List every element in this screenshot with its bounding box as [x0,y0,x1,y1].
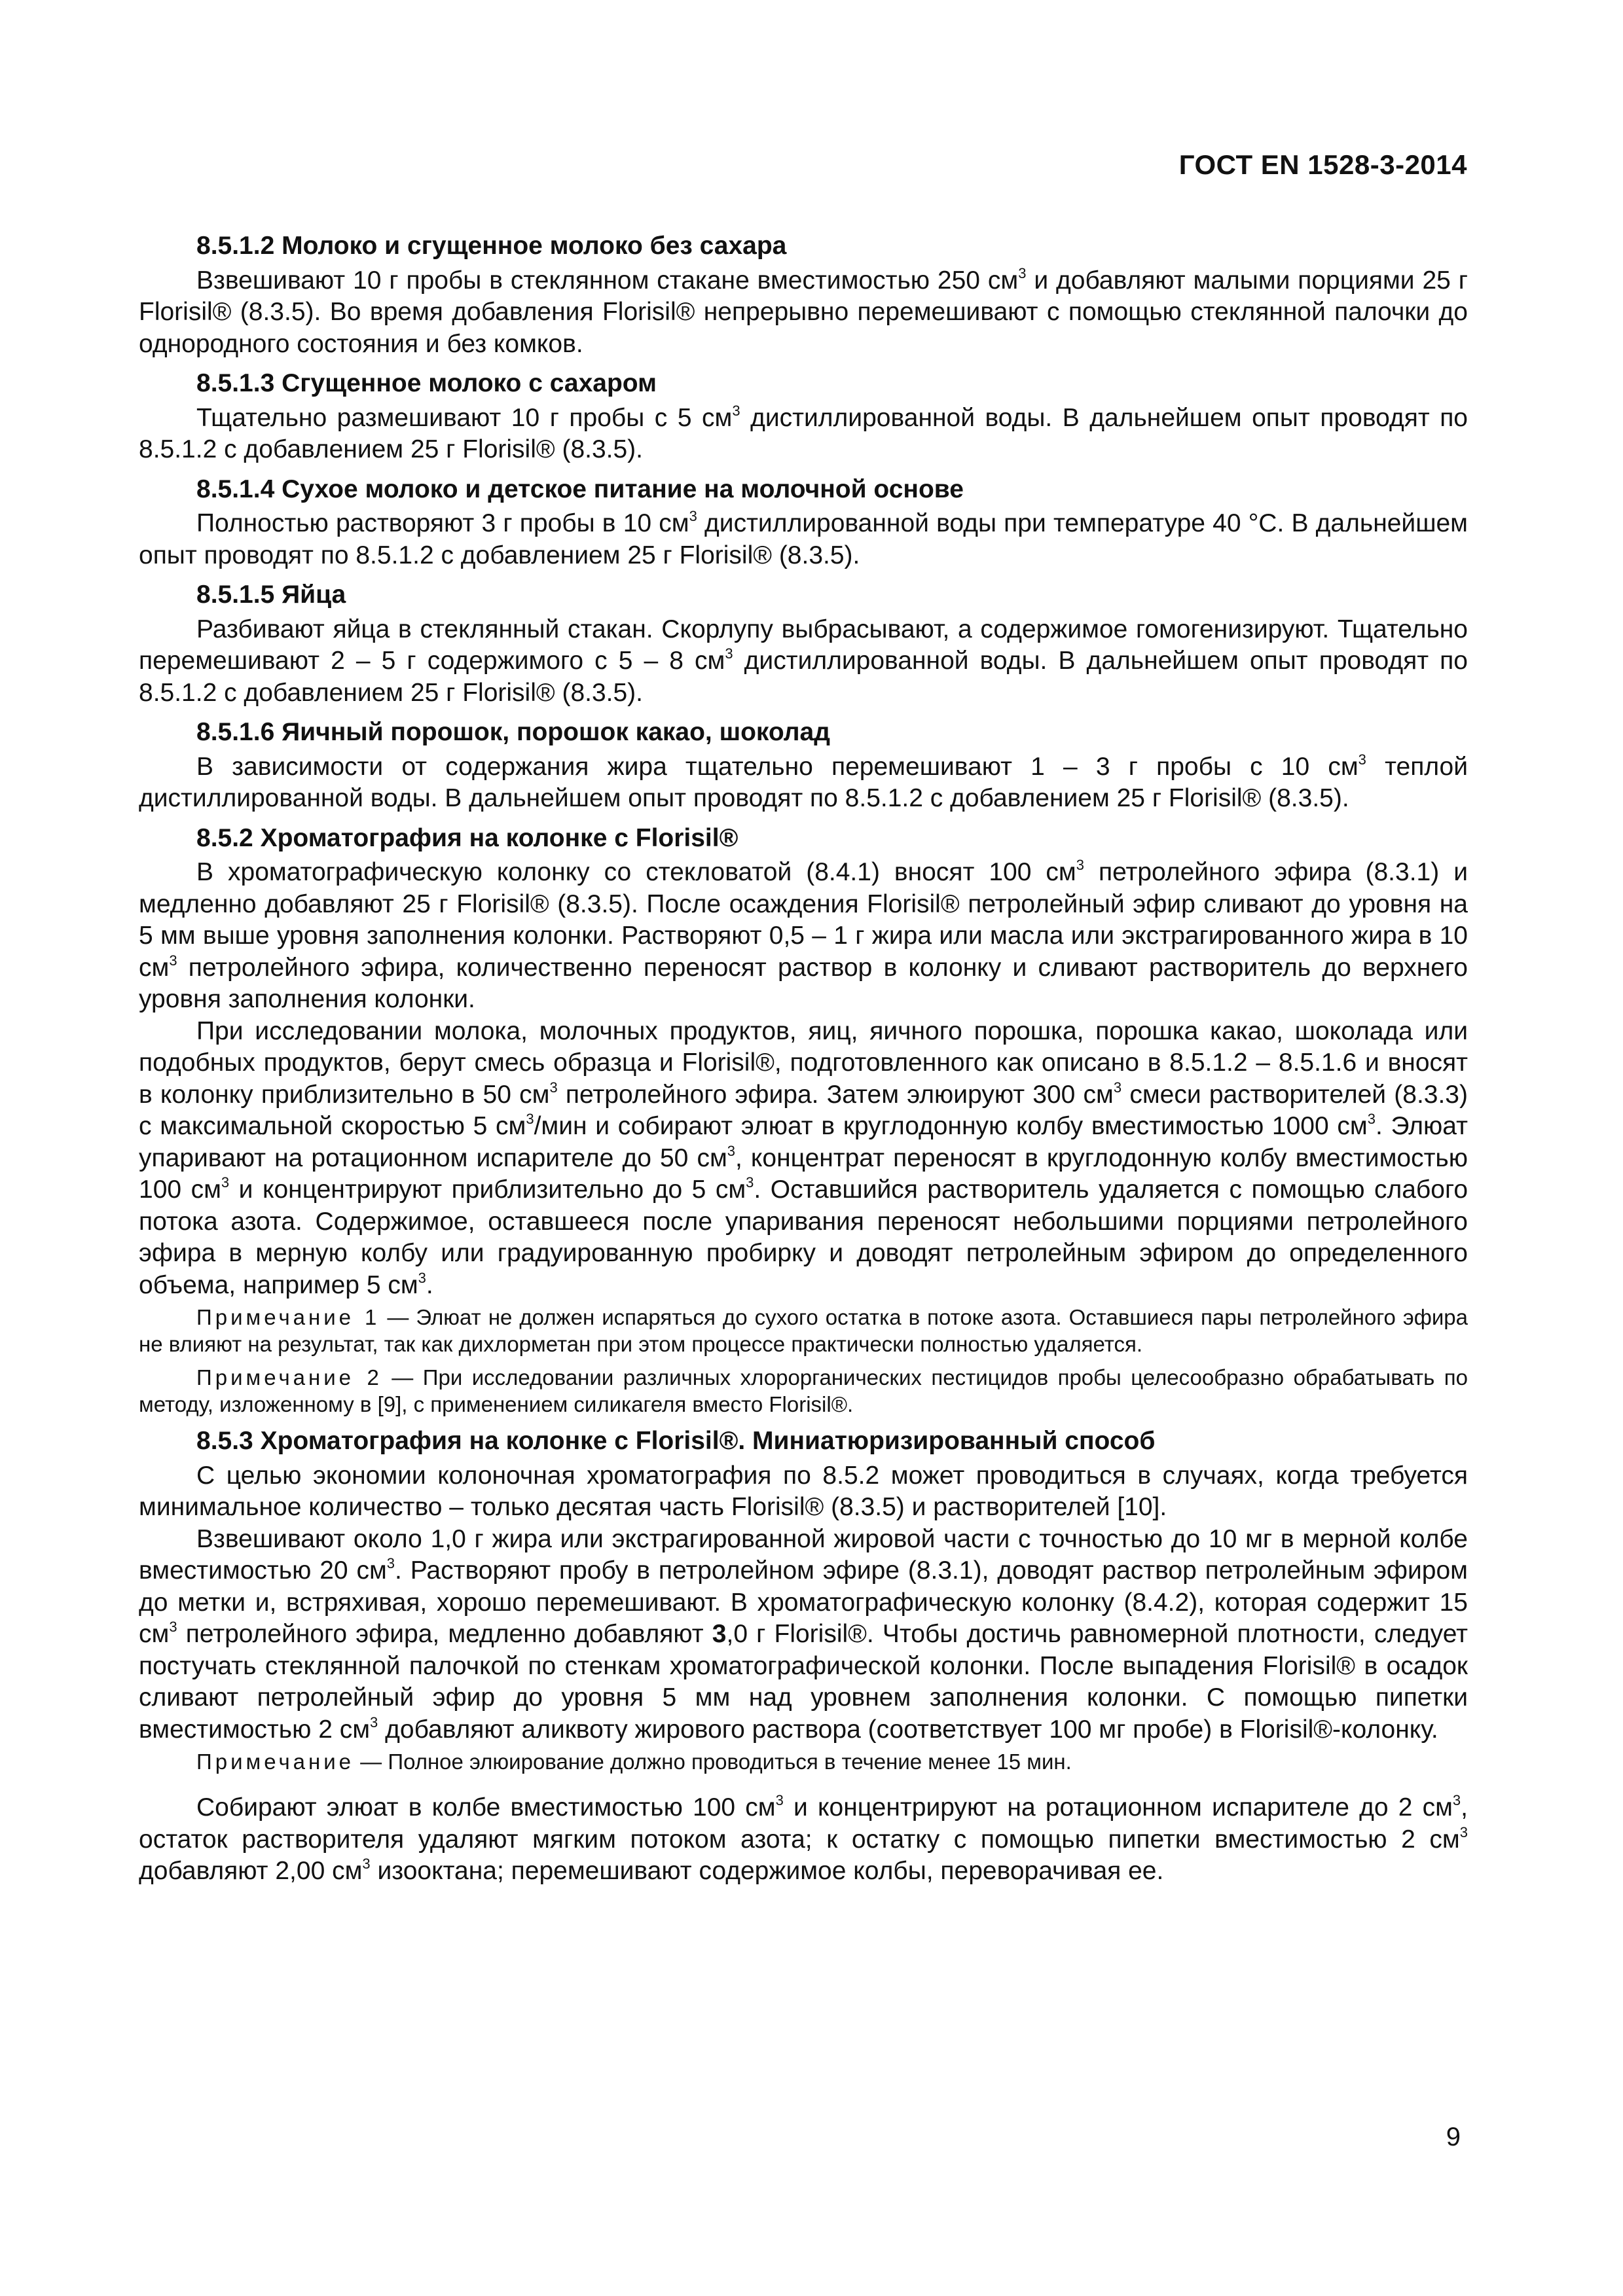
document-code: ГОСТ EN 1528-3-2014 [1178,149,1467,180]
section-heading: 8.5.1.5 Яйца [196,581,346,609]
superscript: 3 [1018,264,1027,281]
paragraph: Взвешивают около 1,0 г жира или экстрагированной жировой части с точностью до 10 мг в мерной колбе вместимостью 20 $см^3$. Растворяют пробу в петролейном эфире (8.3.1), доводят раствор петролейным эфиром до метки и, встряхивая, хорошо перемешивают. В хроматографическую колонку (8.4.2), которая содержит 15 $см^3$ петролейного эфира, медленно добавляют 3,0 г Florisil®. Чтобы достичь равномерной плотности, следует постучать стеклянной палочкой по стенкам хроматографической колонки. После выпадения Florisil® в осадок сливают петролейный эфир до уровня 5 мм над уровнем заполнения колонки. С помощью пипетки вместимостью 2 $см^3$ добавляют аликвоту жирового раствора (соответствует 100 мг пробе) в Florisil®-колонку. [139,1524,1468,1744]
section-heading: 8.5.1.2 Молоко и сгущенное молоко без сахара [196,232,787,260]
superscript: 3 [169,952,177,969]
superscript: 3 [169,1619,177,1635]
paragraph: В зависимости от содержания жира тщательно перемешивают 1 – 3 г пробы с 10 $см^3$ теплой дистиллированной воды. В дальнейшем опыт проводят по 8.5.1.2 с добавлением 25 г Florisil® (8.3.5). [139,751,1468,812]
paragraph: Полностью растворяют 3 г пробы в 10 $см^3$ дистиллированной воды при температуре 40 °С. В дальнейшем опыт проводят по 8.5.1.2 с добавлением 25 г Florisil® (8.3.5). [139,508,1468,569]
note: Примечание — Полное элюирование должно проводиться в течение менее 15 мин. [196,1749,1072,1774]
superscript: 3 [370,1713,378,1731]
superscript: 3 [746,1174,754,1191]
superscript: 3 [1452,1792,1461,1808]
section-heading: 8.5.3 Хроматография на колонке с Florisil®. Миниатюризированный способ [196,1427,1156,1455]
paragraph: Разбивают яйца в стеклянный стакан. Скорлупу выбрасывают, а содержимое гомогенизируют. Тщательно перемешивают 2 – 5 г содержимого с 5 – 8 $см^3$ дистиллированной воды. В дальнейшем опыт проводят по 8.5.1.2 с добавлением 25 г Florisil® (8.3.5). [139,615,1468,707]
superscript: 3 [689,508,697,524]
page-number: 9 [1446,2123,1461,2151]
superscript: 3 [1367,1111,1376,1127]
document-body [139,223,1468,1888]
section-heading: 8.5.2 Хроматография на колонке с Florisil® [196,823,739,852]
paragraph: Взвешивают 10 г пробы в стеклянном стакане вместимостью 250 $см^3$ и добавляют малыми порциями 25 г Florisil® (8.3.5). Во время добавления Florisil® непрерывно перемешивают с помощью стеклянной палочки до однородного состояния и без комков. [139,264,1468,358]
section-heading: 8.5.1.3 Сгущенное молоко с сахаром [196,369,657,397]
paragraph: В хроматографическую колонку со стекловатой (8.4.1) вносят 100 $см^3$ петролейного эфира (8.3.1) и медленно добавляют 25 г Florisil® (8.3.5). После осаждения Florisil® петролейный эфир сливают до уровня на 5 мм выше уровня заполнения колонки. Растворяют 0,5 – 1 г жира или масла или экстрагированного жира в 10 $см^3$ петролейного эфира, количественно переносят раствор в колонку и сливают растворитель до верхнего уровня заполнения колонки. [139,857,1468,1013]
superscript: 3 [362,1856,371,1872]
note-label: Примечание [196,1749,355,1774]
note: Примечание 1 — Элюат не должен испаряться до сухого остатка в потоке азота. Оставшиеся пары петролейного эфира не влияют на результат, так как дихлорметан при этом процессе практически полностью удаляется. [139,1305,1468,1356]
superscript: 3 [549,1079,558,1096]
superscript: 3 [1459,1823,1468,1840]
superscript: 3 [386,1555,395,1571]
note-label: Примечание 2 [196,1365,382,1390]
superscript: 3 [725,645,733,662]
note-label: Примечание 1 [196,1305,380,1329]
superscript: 3 [1358,751,1366,768]
superscript: 3 [727,1142,736,1159]
superscript: 3 [418,1269,426,1286]
note: Примечание 2 — При исследовании различных хлорорганических пестицидов пробы целесообразно обрабатывать по методу, изложенному в [9], с применением силикагеля вместо Florisil®. [139,1365,1468,1416]
superscript: 3 [775,1792,784,1808]
section-heading: 8.5.1.4 Сухое молоко и детское питание на молочной основе [196,475,964,503]
section-heading: 8.5.1.6 Яичный порошок, порошок какао, шоколад [196,718,830,746]
superscript: 3 [526,1111,534,1127]
paragraph: Тщательно размешивают 10 г пробы с 5 $см^3$ дистиллированной воды. В дальнейшем опыт проводят по 8.5.1.2 с добавлением 25 г Florisil® (8.3.5). [139,402,1468,463]
superscript: 3 [1076,857,1084,873]
paragraph: При исследовании молока, молочных продуктов, яиц, яичного порошка, порошка какао, шоколада или подобных продуктов, берут смесь образца и Florisil®, подготовленного как описано в 8.5.1.2 – 8.5.1.6 и вносят в колонку приблизительно в 50 $см^3$ петролейного эфира. Затем элюируют 300 $см^3$ смеси растворителей (8.3.3) с максимальной скоростью 5 $см^3$/мин и собирают элюат в круглодонную колбу вместимостью 1000 $см^3$. Элюат упаривают на ротационном испарителе до 50 $см^3$, концентрат переносят в круглодонную колбу вместимостью 100 $см^3$ и концентрируют приблизительно до 5 $см^3$. Оставшийся растворитель удаляется с помощью слабого потока азота. Содержимое, оставшееся после упаривания переносят небольшими порциями петролейного эфира в мерную колбу или градуированную пробирку и доводят петролейным эфиром до определенного объема, например 5 $см^3$. [139,1016,1468,1299]
paragraph: Собирают элюат в колбе вместимостью 100 $см^3$ и концентрируют на ротационном испарителе до 2 $см^3$, остаток растворителя удаляют мягким потоком азота; к остатку с помощью пипетки вместимостью 2 $см^3$ добавляют 2,00 $см^3$ изооктана; перемешивают содержимое колбы, переворачивая ее. [139,1792,1468,1885]
superscript: 3 [1113,1079,1122,1096]
superscript: 3 [732,402,740,419]
paragraph: С целью экономии колоночная хроматография по 8.5.2 может проводиться в случаях, когда требуется минимальное количество – только десятая часть Florisil® (8.3.5) и растворителей [10]. [139,1461,1468,1521]
superscript: 3 [221,1174,230,1191]
